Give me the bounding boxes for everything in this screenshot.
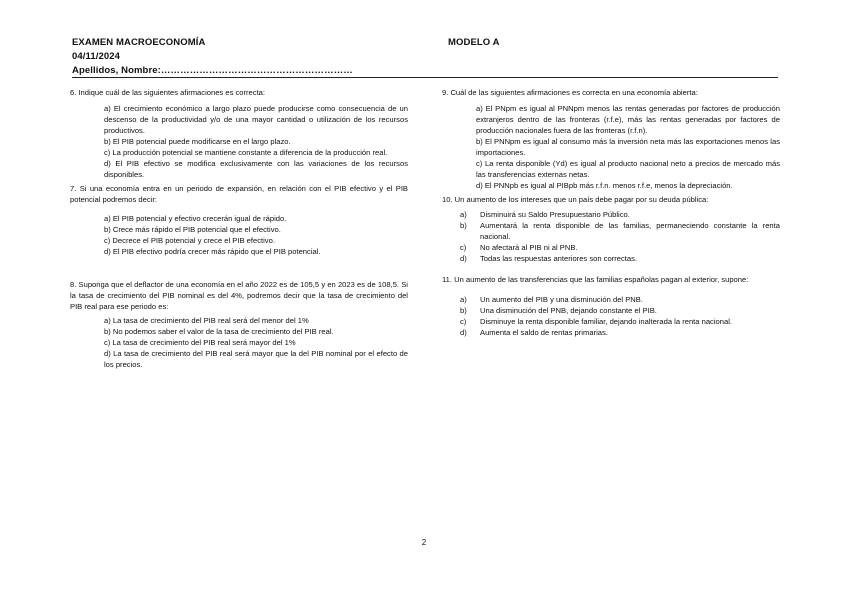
question-6-option-c: c) La producción potencial se mantiene constante a diferencia de la producción real. — [104, 148, 388, 157]
option-text: No afectará al PIB ni al PNB. — [480, 243, 578, 252]
exam-model: MODELO A — [448, 37, 500, 48]
option-text: Disminuye la renta disponible familiar, dejando inalterada la renta nacional. — [480, 317, 733, 326]
question-8-option-b: b) No podemos saber el valor de la tasa de crecimiento del PIB real. — [104, 327, 334, 336]
header-divider — [72, 77, 778, 78]
option-text: Aumentará la renta disponible de las familias, permaneciendo constante la renta nacional. — [480, 221, 780, 241]
question-11: 11. Un aumento de las transferencias que las familias españolas pagan al exterior, supone: — [442, 275, 749, 284]
option-text: Aumenta el saldo de rentas primarias. — [480, 328, 608, 337]
option-text: Un aumento del PIB y una disminución del PNB. — [480, 295, 643, 304]
option-label: b) — [460, 221, 467, 230]
question-9: 9. Cuál de las siguientes afirmaciones es correcta en una economía abierta: — [442, 88, 698, 97]
option-label: b) — [460, 306, 467, 315]
question-10-option-c — [442, 242, 780, 253]
option-label: d) — [460, 328, 467, 337]
option-label: c) — [460, 317, 467, 326]
question-8-option-c: c) La tasa de crecimiento del PIB real será mayor del 1% — [104, 338, 296, 347]
option-label: d) — [460, 254, 467, 263]
question-11-option-b — [442, 305, 780, 316]
exam-title: EXAMEN MACROECONOMÍA — [72, 37, 206, 48]
question-7-option-d: d) El PIB efectivo podría crecer más rápido que el PIB potencial. — [104, 247, 321, 256]
left-column — [70, 87, 408, 370]
option-label: a) — [460, 295, 467, 304]
question-8-options — [104, 315, 408, 370]
question-9-option-a: a) El PNpm es igual al PNNpm menos las rentas generadas por factores de producción extranjeros dentro de las fronteras (r.f.e), más las rentas generadas por factores de producción nacionales fuera de las fronteras (r.f.n). — [476, 104, 780, 135]
question-8-option-d: d) La tasa de crecimiento del PIB real será mayor que la del PIB nominal por el efecto de los precios. — [104, 349, 408, 369]
question-7: 7. Si una economía entra en un periodo de expansión, en relación con el PIB efectivo y el PIB potencial podremos decir: — [70, 184, 408, 204]
name-field-label: Apellidos, Nombre:…………………………………………………… — [72, 65, 353, 76]
question-6-options — [104, 103, 408, 180]
option-text: Disminuirá su Saldo Presupuestario Público. — [480, 210, 630, 219]
question-11-option-d — [442, 327, 780, 338]
right-column — [442, 87, 780, 338]
question-7-options — [104, 213, 408, 257]
question-9-option-d: d) El PNNpb es igual al PIBpb más r.f.n. menos r.f.e, menos la depreciación. — [476, 181, 733, 190]
question-6-option-a: a) El crecimiento económico a largo plazo puede producirse como consecuencia de un descenso de la productividad y/o de una mayor cantidad o utilización de los recursos productivos. — [104, 104, 408, 135]
question-8: 8. Suponga que el deflactor de una economía en el año 2022 es de 105,5 y en 2023 es de 108,5. Si la tasa de crecimiento del PIB nominal es del 4%, podremos decir que la tasa de crecimiento del PIB real para ese periodo es: — [70, 280, 408, 311]
question-10: 10. Un aumento de los intereses que un país debe pagar por su deuda pública: — [442, 195, 709, 204]
option-text: Todas las respuestas anteriores son correctas. — [480, 254, 638, 263]
question-6: 6. Indique cuál de las siguientes afirmaciones es correcta: — [70, 88, 266, 97]
option-text: Una disminución del PNB, dejando constante el PIB. — [480, 306, 657, 315]
option-label: c) — [460, 243, 467, 252]
page-number: 2 — [421, 538, 427, 547]
option-label: a) — [460, 210, 467, 219]
question-10-option-a — [442, 209, 780, 220]
question-9-option-c: c) La renta disponible (Yd) es igual al producto nacional neto a precios de mercado más las transferencias externas netas. — [476, 159, 780, 179]
question-9-option-b: b) El PNNpm es igual al consumo más la inversión neta más las exportaciones menos las importaciones. — [476, 137, 780, 157]
question-6-option-b: b) El PIB potencial puede modificarse en el largo plazo. — [104, 137, 291, 146]
question-8-option-a: a) La tasa de crecimiento del PIB real será del menor del 1% — [104, 316, 309, 325]
question-6-option-d: d) El PIB efectivo se modifica exclusivamente con las variaciones de los recursos disponibles. — [104, 159, 408, 179]
question-9-options — [476, 103, 780, 191]
question-7-option-a: a) El PIB potencial y efectivo crecerán igual de rápido. — [104, 214, 287, 223]
question-7-option-c: c) Decrece el PIB potencial y crece el PIB efectivo. — [104, 236, 275, 245]
question-7-option-b: b) Crece más rápido el PIB potencial que el efectivo. — [104, 225, 281, 234]
question-10-options — [442, 209, 780, 264]
question-10-option-d — [442, 253, 780, 264]
question-11-options — [442, 294, 780, 338]
exam-date: 04/11/2024 — [72, 51, 121, 62]
question-10-option-b — [442, 220, 780, 242]
question-11-option-c — [442, 316, 780, 327]
question-11-option-a — [442, 294, 780, 305]
